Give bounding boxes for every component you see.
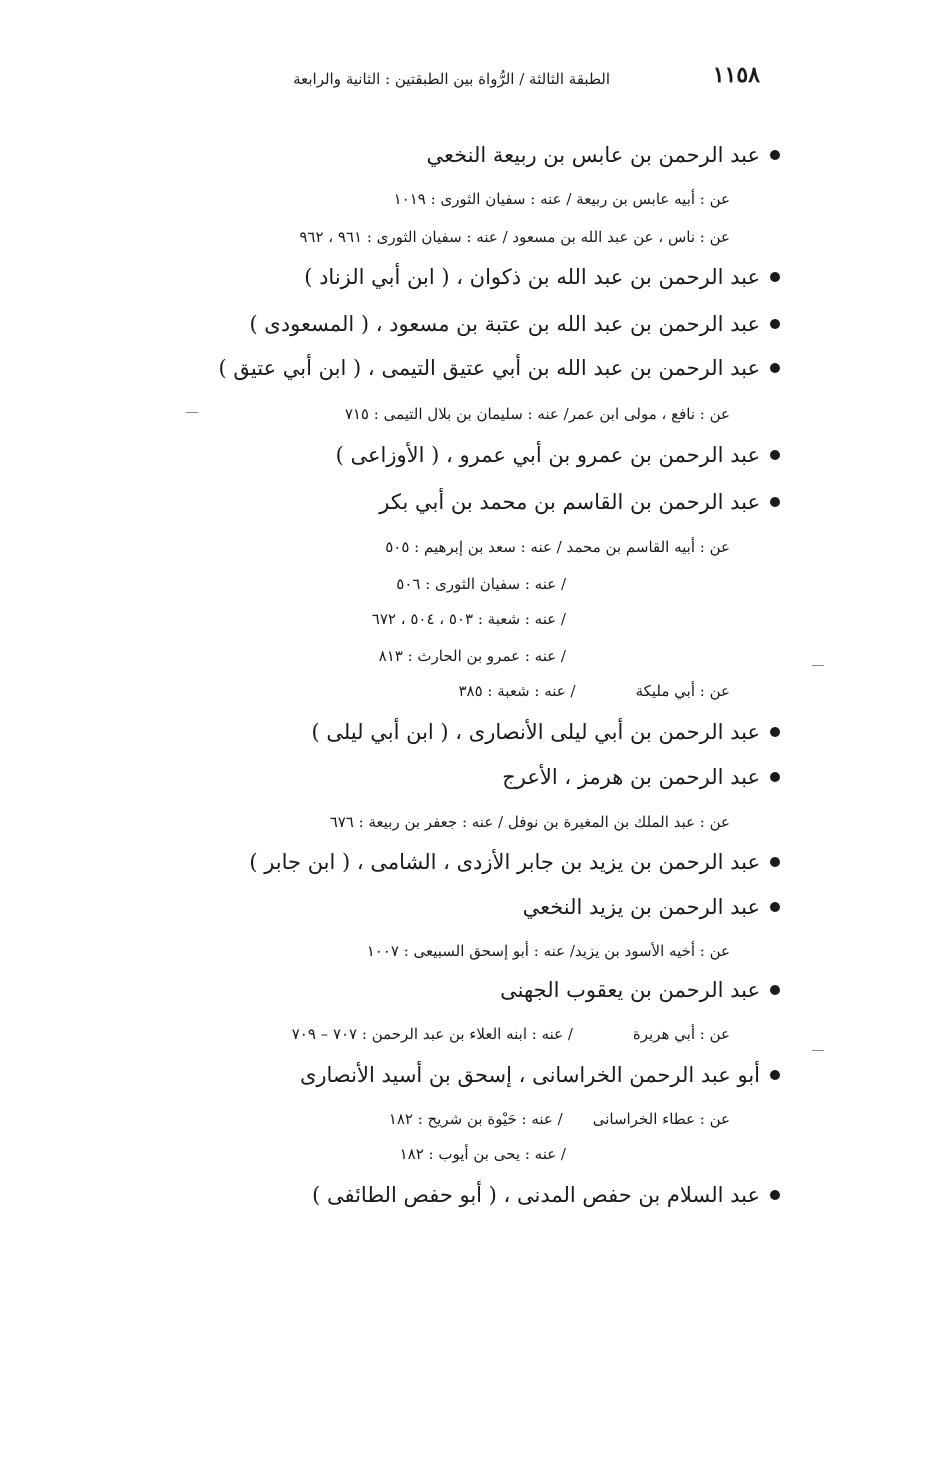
narrator-entry: [312, 1183, 780, 1207]
narrator-name: عبد الرحمن بن عبد الله بن ذكوان ، ( ابن أبي الزناد ): [304, 265, 760, 289]
narrator-entry: [500, 978, 780, 1002]
transmission-line: / عنه : سفيان الثورى : ٥٠٦: [396, 575, 566, 593]
bullet-icon: [770, 497, 780, 507]
narrator-name: عبد الرحمن بن عبد الله بن عتبة بن مسعود ، ( المسعودى ): [249, 312, 760, 336]
narrator-name: أبو عبد الرحمن الخراسانى ، إسحق بن أسيد الأنصارى: [299, 1063, 760, 1087]
source-narrator: عن : عطاء الخراسانى: [592, 1110, 730, 1128]
narrator-name: عبد الرحمن بن هرمز ، الأعرج: [502, 765, 760, 789]
transmission-line: عن : ناس ، عن عبد الله بن مسعود / عنه : سفيان الثورى : ٩٦١ ، ٩٦٢: [299, 228, 730, 246]
transmitter: / عنه : حَيْوة بن شريح : ١٨٢: [388, 1110, 563, 1128]
narrator-entry: [336, 443, 780, 467]
narrator-entry: [502, 765, 780, 789]
transmission-line: [389, 1110, 730, 1128]
narrator-name: عبد الرحمن بن عمرو بن أبي عمرو ، ( الأوزاعى ): [335, 443, 760, 467]
bullet-icon: [770, 857, 780, 867]
source-narrator: عن : أبي هريرة: [632, 1025, 730, 1043]
narrator-name: عبد الرحمن بن يعقوب الجهنى: [500, 978, 760, 1002]
narrator-name: عبد السلام بن حفص المدنى ، ( أبو حفص الطائفى ): [312, 1183, 760, 1207]
narrator-entry: [523, 895, 780, 919]
narrator-name: عبد الرحمن بن عابس بن ربيعة النخعي: [426, 143, 760, 167]
bullet-icon: [770, 1070, 780, 1080]
transmission-line: [458, 682, 730, 700]
narrator-entry: [300, 1063, 780, 1087]
narrator-entry: [379, 490, 780, 514]
narrator-entry: [426, 143, 780, 167]
transmission-line: / عنه : شعبة : ٥٠٣ ، ٥٠٤ ، ٦٧٢: [371, 610, 566, 628]
narrator-entry: [219, 356, 780, 380]
bullet-icon: [770, 319, 780, 329]
narrator-entry: [304, 265, 780, 289]
bullet-icon: [770, 450, 780, 460]
transmission-line: / عنه : عمرو بن الحارث : ٨١٣: [378, 647, 566, 665]
bullet-icon: [770, 902, 780, 912]
narrator-name: عبد الرحمن بن عبد الله بن أبي عتيق التيمى ، ( ابن أبي عتيق ): [218, 356, 760, 380]
transmission-line: عن : عبد الملك بن المغيرة بن نوفل / عنه : جعفر بن ربيعة : ٦٧٦: [329, 813, 730, 831]
narrator-entry: [312, 720, 781, 744]
bullet-icon: [770, 363, 780, 373]
narrator-entry: [249, 850, 780, 874]
transmitter: / عنه : ابنه العلاء بن عبد الرحمن : ٧٠٧ – ٧٠٩: [291, 1025, 573, 1043]
narrator-name: عبد الرحمن بن القاسم بن محمد بن أبي بكر: [379, 490, 760, 514]
bullet-icon: [770, 727, 780, 737]
narrator-name: عبد الرحمن بن يزيد بن جابر الأزدى ، الشامى ، ( ابن جابر ): [249, 850, 760, 874]
bullet-icon: [770, 772, 780, 782]
bullet-icon: [770, 150, 780, 160]
transmission-line: عن : نافع ، مولى ابن عمر/ عنه : سليمان بن بلال التيمى : ٧١٥: [344, 405, 730, 423]
bullet-icon: [770, 272, 780, 282]
narrator-name: عبد الرحمن بن يزيد النخعي: [522, 895, 760, 919]
page-number: ١١٥٨: [712, 62, 760, 88]
bullet-icon: [770, 1190, 780, 1200]
margin-mark: [186, 412, 198, 413]
margin-mark: [812, 665, 824, 666]
transmission-line: عن : أبيه عابس بن ربيعة / عنه : سفيان الثورى : ١٠١٩: [393, 190, 730, 208]
transmission-line: / عنه : يحى بن أيوب : ١٨٢: [399, 1145, 566, 1163]
running-header: الطبقة الثالثة / الرُّواة بين الطبقتين : الثانية والرابعة: [293, 70, 610, 88]
narrator-name: عبد الرحمن بن أبي ليلى الأنصارى ، ( ابن أبي ليلى ): [311, 720, 760, 744]
transmission-line: عن : أخيه الأسود بن يزيد/ عنه : أبو إسحق السبيعى : ١٠٠٧: [366, 942, 730, 960]
transmission-line: [292, 1025, 730, 1043]
source-narrator: عن : أبي مليكة: [635, 682, 730, 700]
transmission-line: عن : أبيه القاسم بن محمد / عنه : سعد بن إبرهيم : ٥٠٥: [385, 538, 730, 556]
transmitter: / عنه : شعبة : ٣٨٥: [458, 682, 576, 700]
narrator-entry: [249, 312, 780, 336]
bullet-icon: [770, 985, 780, 995]
margin-mark: [812, 1050, 824, 1051]
